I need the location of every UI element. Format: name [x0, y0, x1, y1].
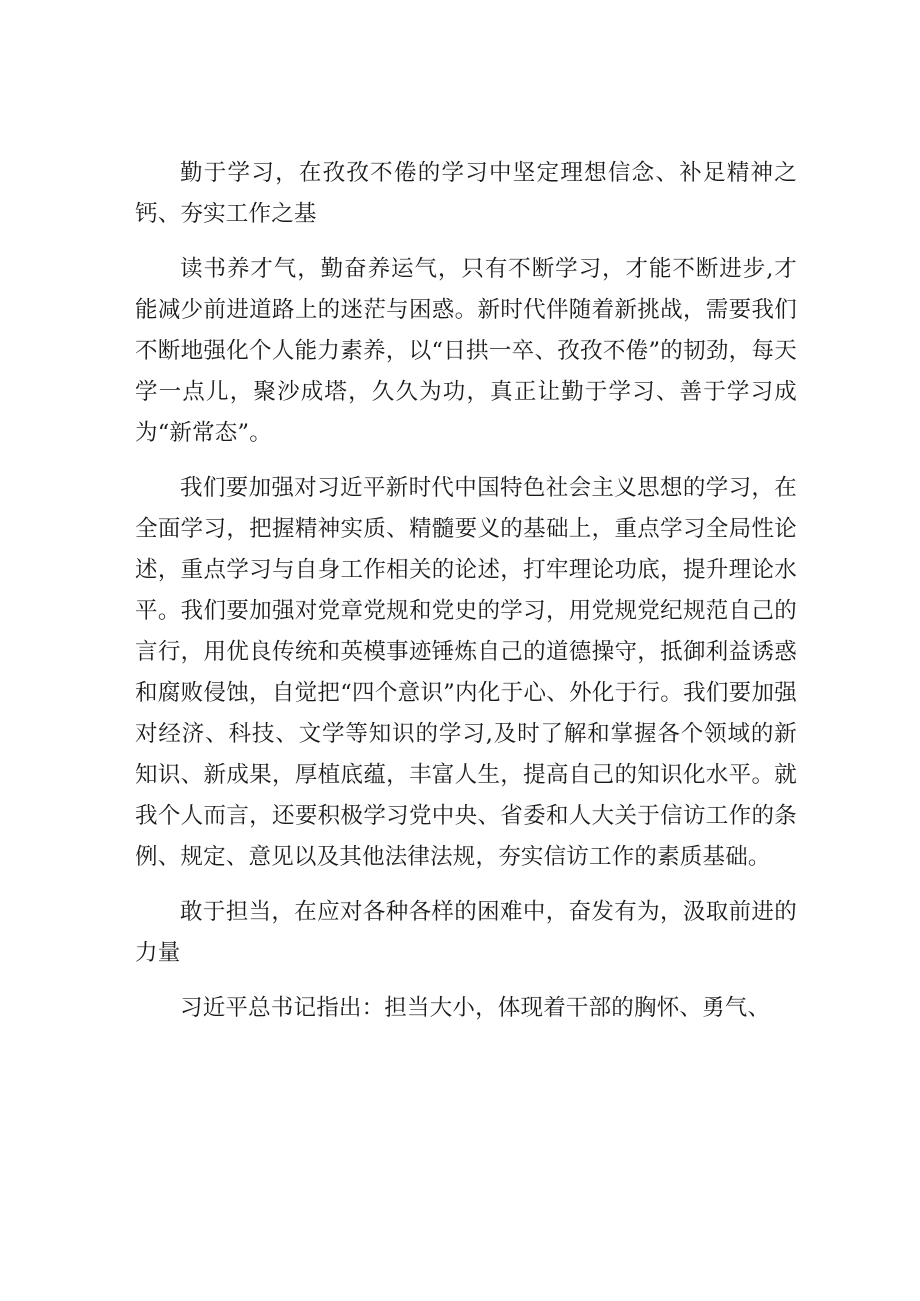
paragraph-quote: 习近平总书记指出：担当大小，体现着干部的胸怀、勇气、 [180, 995, 771, 1021]
paragraph-reading: 读书养才气，勤奋养运气，只有不断学习，才能不断进步,才能减少前进道路上的迷茫与困惑。新时代伴随着新挑战，需要我们不断地强化个人能力素养，以“日拱一卒、孜孜不倦”的韧劲，每天学一点儿，聚沙成塔，久久为功，真正让勤于学习、善于学习成为“新常态”。 [135, 256, 797, 446]
section-heading-study: 勤于学习，在孜孜不倦的学习中坚定理想信念、补足精神之钙、夯实工作之基 [135, 160, 797, 227]
paragraph-study-theory: 我们要加强对习近平新时代中国特色社会主义思想的学习，在全面学习，把握精神实质、精髓要义的基础上，重点学习全局性论述，重点学习与自身工作相关的论述，打牢理论功底，提升理论水平。我们要加强对党章党规和党史的学习，用党规党纪规范自己的言行，用优良传统和英模事迹锤炼自己的道德操守，抵御利益诱惑和腐败侵蚀，自觉把“四个意识”内化于心、外化于行。我们要加强对经济、科技、文学等知识的学习,及时了解和掌握各个领域的新知识、新成果，厚植底蕴，丰富人生，提高自己的知识化水平。就我个人而言，还要积极学习党中央、省委和人大关于信访工作的条例、规定、意见以及其他法律法规，夯实信访工作的素质基础。 [135, 475, 797, 870]
section-heading-responsibility: 敢于担当，在应对各种各样的困难中，奋发有为，汲取前进的力量 [135, 899, 797, 966]
document-body [135, 153, 797, 1043]
